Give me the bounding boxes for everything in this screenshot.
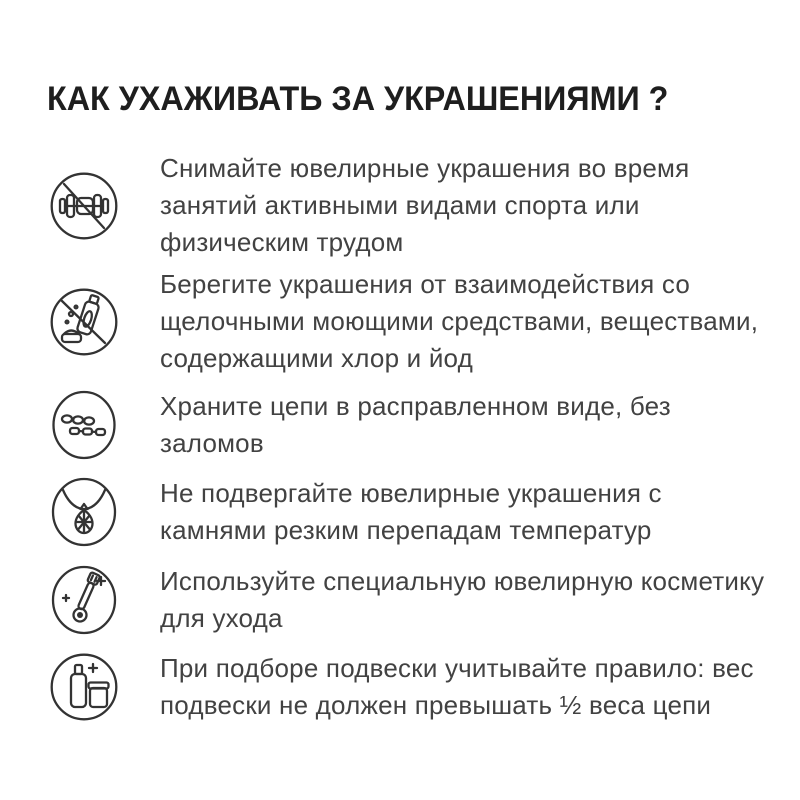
care-tip-line: Используйте специальную ювелирную косметику xyxy=(160,566,765,596)
care-tip-item xyxy=(48,266,758,377)
jewelry-cosmetics-brush-icon xyxy=(48,564,120,636)
care-tip-text xyxy=(160,388,671,462)
no-detergent-icon xyxy=(48,286,120,358)
page-title: КАК УХАЖИВАТЬ ЗА УКРАШЕНИЯМИ ? xyxy=(47,80,669,118)
care-tip-line: При подборе подвески учитывайте правило: вес xyxy=(160,653,754,683)
care-tip-text xyxy=(160,266,758,377)
cosmetic-bottles-icon xyxy=(48,651,120,723)
care-tip-text xyxy=(160,150,689,261)
pendant-icon xyxy=(48,476,120,548)
care-tip-line: Снимайте ювелирные украшения во время xyxy=(160,153,690,183)
care-tip-item xyxy=(48,475,662,549)
care-tip-line: камнями резким перепадам температур xyxy=(160,515,652,545)
care-tip-item xyxy=(48,150,689,261)
care-tip-line: щелочными моющими средствами, веществами, xyxy=(160,306,759,336)
chain-icon xyxy=(48,389,120,461)
care-tip-line: Храните цепи в расправленном виде, без xyxy=(160,391,671,421)
care-tip-line: Берегите украшения от взаимодействия со xyxy=(160,269,691,299)
care-tip-text xyxy=(160,650,754,724)
care-tip-item xyxy=(48,388,671,462)
care-tip-line: заломов xyxy=(160,428,264,458)
care-tip-line: содержащими хлор и йод xyxy=(160,343,473,373)
care-tip-line: физическим трудом xyxy=(160,227,404,257)
care-tip-line: Не подвергайте ювелирные украшения с xyxy=(160,478,662,508)
care-tip-item xyxy=(48,563,764,637)
care-tip-line: занятий активными видами спорта или xyxy=(160,190,640,220)
care-tip-text xyxy=(160,563,764,637)
care-tip-text xyxy=(160,475,662,549)
care-tip-line: подвески не должен превышать ½ веса цепи xyxy=(160,690,712,720)
care-tip-line: для ухода xyxy=(160,603,283,633)
care-tip-item xyxy=(48,650,754,724)
no-sport-dumbbell-icon xyxy=(48,170,120,242)
